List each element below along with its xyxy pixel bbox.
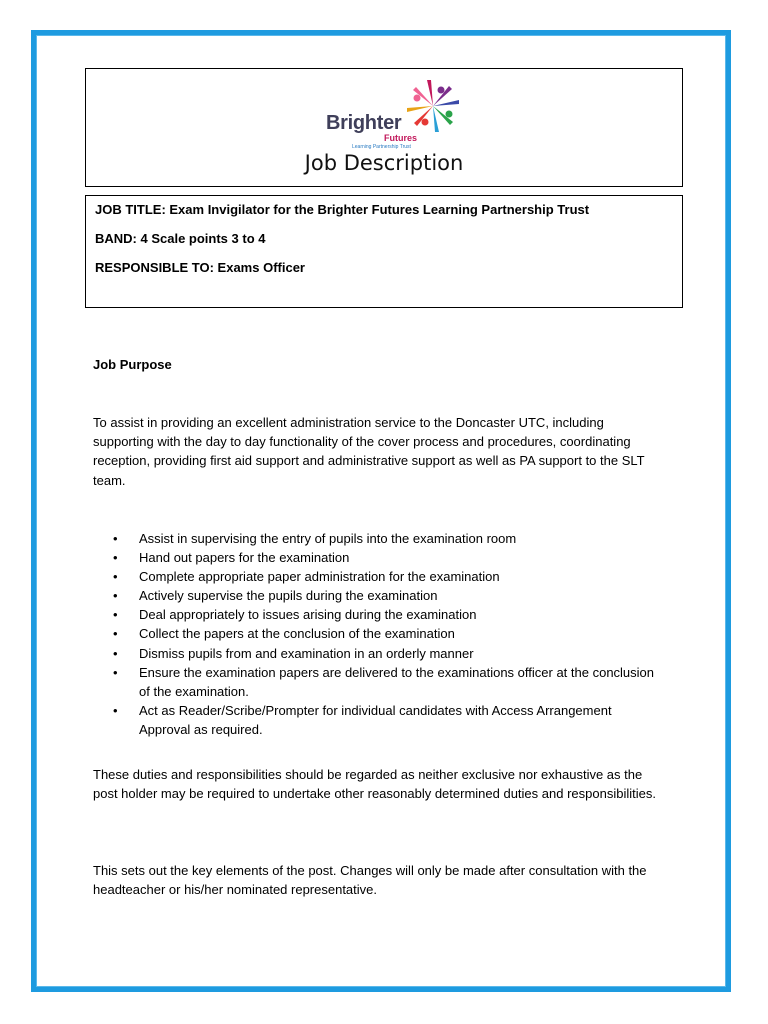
logo-word-futures: Futures	[384, 133, 418, 143]
bullet-icon: •	[113, 569, 118, 585]
brighter-futures-logo	[326, 75, 466, 155]
duty-text: Ensure the examination papers are delivered to the examinations officer at the conclusion of the examination.	[139, 664, 655, 699]
duty-text: Assist in supervising the entry of pupils into the examination room	[139, 531, 517, 546]
bullet-icon: •	[113, 645, 118, 661]
bullet-icon: •	[113, 531, 118, 546]
document-title: Job Description	[304, 151, 464, 175]
duty-text: Deal appropriately to issues arising during the examination	[139, 607, 477, 623]
list-item	[93, 701, 663, 739]
band-line: BAND: 4 Scale points 3 to 4	[95, 231, 266, 246]
bullet-icon: •	[113, 588, 118, 604]
logo-tagline: Learning Partnership Trust	[352, 144, 411, 150]
duty-text: Complete appropriate paper administration for the examination	[139, 569, 500, 585]
list-item	[93, 663, 663, 701]
duty-text: Collect the papers at the conclusion of the examination	[139, 626, 455, 642]
list-item	[93, 529, 663, 548]
bullet-icon: •	[113, 626, 118, 642]
bullet-icon: •	[113, 550, 118, 566]
list-item	[93, 548, 663, 567]
duty-text: Actively supervise the pupils during the examination	[139, 588, 438, 604]
duties-list	[93, 529, 663, 739]
closing-paragraph-2: This sets out the key elements of the post. Changes will only be made after consultation with the headteacher or his/her nominated representative.	[93, 863, 647, 898]
list-item	[93, 644, 663, 663]
duty-text: Hand out papers for the examination	[139, 550, 350, 566]
list-item	[93, 586, 663, 605]
bullet-icon: •	[113, 607, 118, 623]
duty-text: Act as Reader/Scribe/Prompter for individual candidates with Access Arrangement Approval as required.	[139, 702, 612, 737]
job-info-box	[85, 195, 683, 308]
closing-paragraph-1: These duties and responsibilities should be regarded as neither exclusive nor exhaustive as the post holder may be required to undertake other reasonably determined duties and responsibilities.	[93, 767, 656, 802]
job-purpose-heading: Job Purpose	[93, 357, 172, 372]
logo-word-brighter: Brighter	[326, 112, 402, 134]
job-title-line: JOB TITLE: Exam Invigilator for the Brighter Futures Learning Partnership Trust	[95, 202, 590, 217]
list-item	[93, 605, 663, 624]
job-purpose-paragraph: To assist in providing an excellent administration service to the Doncaster UTC, including supporting with the day to day functionality of the cover process and procedures, coordinating reception, providing first aid support and administrative support as well as PA support to the SLT team.	[93, 415, 645, 488]
list-item	[93, 624, 663, 643]
bullet-icon: •	[113, 664, 118, 680]
responsible-to-line: RESPONSIBLE TO: Exams Officer	[95, 260, 305, 275]
bullet-icon: •	[113, 702, 118, 718]
list-item	[93, 567, 663, 586]
duty-text: Dismiss pupils from and examination in an orderly manner	[139, 645, 474, 661]
logo-figures-icon	[405, 78, 461, 134]
header-box	[85, 68, 683, 187]
